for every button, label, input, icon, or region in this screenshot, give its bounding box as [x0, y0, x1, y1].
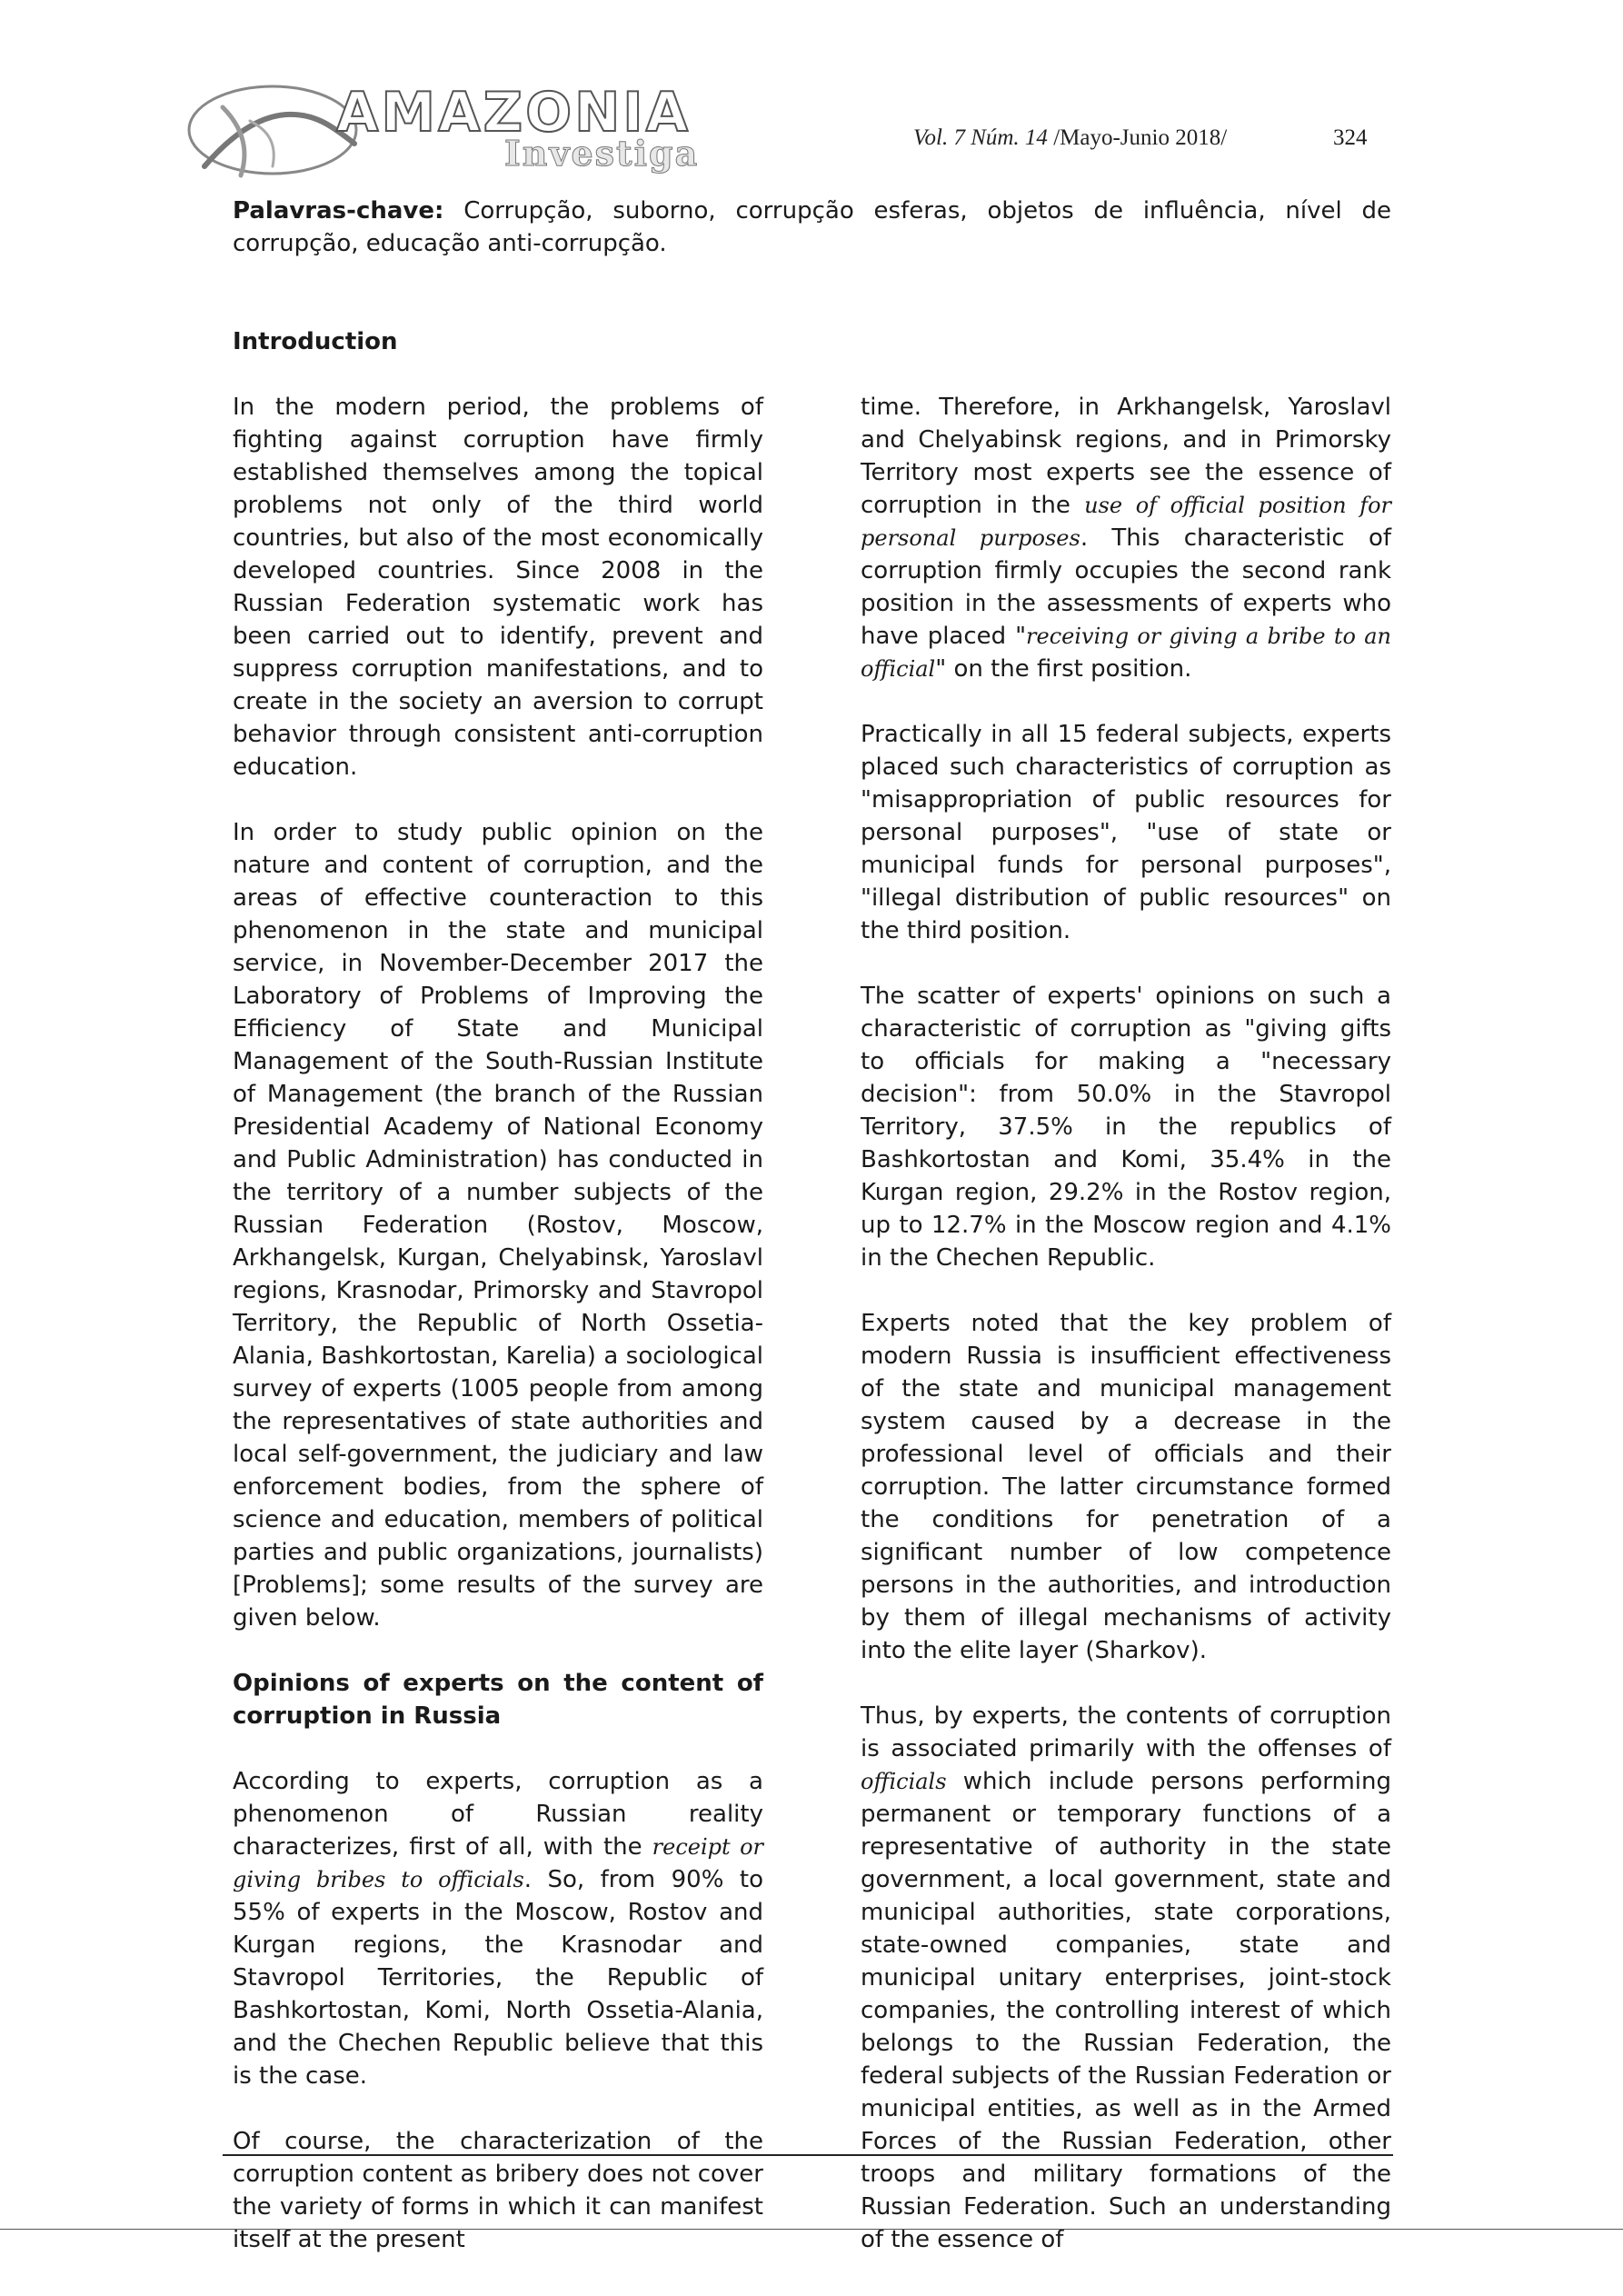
logo-title: AMAZONIA: [336, 81, 692, 145]
paragraph: Practically in all 15 federal subjects, experts placed such characteristics of corruption as "misappropriation of public resources for personal purposes", "use of state or municipal funds for personal purposes", "illegal distribution of public resources" on the third position.: [861, 721, 1391, 944]
paragraph: [861, 391, 1391, 685]
volume-number: Vol. 7 Núm. 14: [913, 125, 1048, 150]
text-run: which include persons performing permanent or temporary functions of a representative of authority in the state government, a local government, state and municipal authorities, state corporations, state-owned companies, state and municipal unitary enterprises, joint-stock companies, the controlling interest of which belongs to the Russian Federation, the federal subjects of the Russian Federation or municipal entities, as well as in the Armed Forces of the Russian Federation, other troops and military formations of the Russian Federation. Such an understanding of the essence of: [861, 1768, 1391, 2253]
emphasis: receiving or giving a bribe to an official: [861, 624, 1391, 682]
paragraph: The scatter of experts' opinions on such a characteristic of corruption as "giving gifts to officials for making a "necessary decision": from 50.0% in the Stavropol Territory, 37.5% in the republics of Bashkortostan and Komi, 35.4% in the Kurgan region, 29.2% in the Rostov region, up to 12.7% in the Moscow region and 4.1% in the Chechen Republic.: [861, 983, 1391, 1272]
emphasis: use of official position for personal purposes: [861, 493, 1392, 551]
page-header: [186, 80, 1368, 189]
issue-info: [913, 125, 1227, 151]
paragraph: In the modern period, the problems of fighting against corruption have firmly established themselves among the topical problems not only of the third world countries, but also of the most economically developed countries. Since 2008 in the Russian Federation systematic work has been carried out to identify, prevent and suppress corruption manifestations, and to create in the society an aversion to corrupt behavior through consistent anti-corruption education.: [233, 394, 763, 781]
keywords-text: Corrupção, suborno, corrupção esferas, objetos de influência, nível de corrupção, educação anti-corrupção.: [233, 197, 1391, 257]
emphasis: officials: [861, 1769, 947, 1794]
paragraph: Experts noted that the key problem of modern Russia is insufficient effectiveness of the state and municipal management system caused by a decrease in the professional level of officials and their corruption. The latter circumstance formed the conditions for penetration of a significant number of low competence persons in the authorities, and introduction by them of illegal mechanisms of activity into the elite layer (Sharkov).: [861, 1310, 1391, 1664]
paragraph: Of course, the characterization of the corruption content as bribery does not cover the variety of forms in which it can manifest itself at the present: [233, 2128, 763, 2253]
page-number: 324: [1333, 125, 1368, 150]
text-run: According to experts, corruption as a phenomenon of Russian reality characterizes, first of all, with the: [233, 1768, 763, 1861]
paragraph: In order to study public opinion on the nature and content of corruption, and the areas of effective counteraction to this phenomenon in the state and municipal service, in November-December 2017 the Laboratory of Problems of Improving the Efficiency of State and Municipal Management of the South-Russian Institute of Management (the branch of the Russian Presidential Academy of National Economy and Public Administration) has conducted in the territory of a number subjects of the Russian Federation (Rostov, Moscow, Arkhangelsk, Kurgan, Chelyabinsk, Yaroslavl regions, Krasnodar, Primorsky and Stavropol Territory, the Republic of North Ossetia-Alania, Bashkortostan, Karelia) a sociological survey of experts (1005 people from among the representatives of state authorities and local self-government, the judiciary and law enforcement bodies, from the sphere of science and education, members of political parties and public organizations, journalists) [Problems]; some results of the survey are given below.: [233, 819, 763, 1632]
page-bottom-rule: [0, 2229, 1623, 2230]
logo-subtitle: Investiga: [504, 133, 700, 174]
paragraph: [233, 1765, 763, 2092]
section-heading-introduction: Introduction: [233, 328, 398, 355]
issue-date: /Mayo-Junio 2018/: [1053, 125, 1228, 150]
text-run: " on the first position.: [935, 655, 1192, 683]
paragraph: [861, 1700, 1391, 2256]
keywords-label: Palavras-chave:: [233, 197, 444, 225]
section-heading-opinions: Opinions of experts on the content of corruption in Russia: [233, 1670, 763, 1730]
footer-rule: [223, 2154, 1393, 2156]
text-run: . So, from 90% to 55% of experts in the Moscow, Rostov and Kurgan regions, the Krasnodar and Stavropol Territories, the Republic of Bashkortostan, Komi, North Ossetia-Alania, and the Chechen Republic believe that this is the case.: [233, 1866, 764, 2090]
emphasis: receipt or giving bribes to officials: [233, 1834, 763, 1892]
journal-logo: [186, 80, 700, 189]
text-run: Thus, by experts, the contents of corruption is associated primarily with the offenses of: [861, 1702, 1391, 1762]
keywords-paragraph: [233, 195, 1391, 260]
right-column: [861, 391, 1391, 2256]
text-run: . This characteristic of corruption firmly occupies the second rank position in the assessments of experts who have placed ": [861, 524, 1391, 650]
left-column: [233, 391, 763, 2256]
text-run: time. Therefore, in Arkhangelsk, Yaroslavl and Chelyabinsk regions, and in Primorsky Territory most experts see the essence of corruption in the: [861, 394, 1391, 519]
